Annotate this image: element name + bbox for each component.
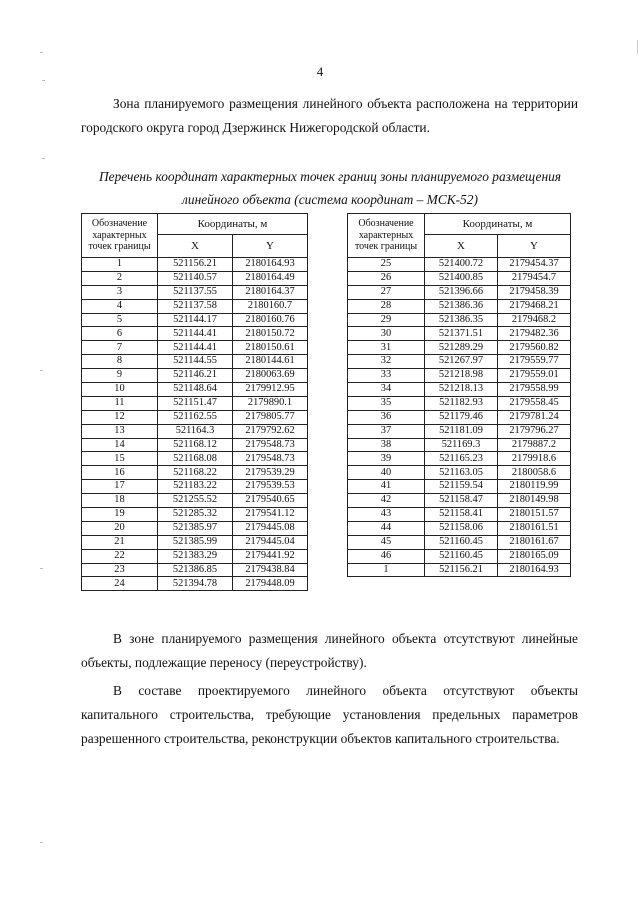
point-number: 36 (348, 410, 425, 424)
table-row (82, 396, 308, 410)
coord-x: 521160.45 (425, 535, 498, 549)
page-number: 4 (316, 64, 324, 79)
point-number: 33 (348, 369, 425, 383)
table-row (82, 285, 308, 299)
point-number: 8 (82, 355, 158, 369)
point-number: 37 (348, 424, 425, 438)
point-number: 41 (348, 480, 425, 494)
coord-x: 521140.57 (158, 271, 233, 285)
coord-y: 2179887.2 (498, 438, 571, 452)
scan-margin-mark (42, 158, 45, 159)
point-number: 30 (348, 327, 425, 341)
table-row (348, 369, 571, 383)
coord-x: 521385.97 (158, 521, 233, 535)
point-number: 20 (82, 521, 158, 535)
point-number: 12 (82, 410, 158, 424)
coord-y: 2179539.53 (233, 480, 308, 494)
header-x: X (425, 235, 498, 258)
coord-x: 521181.09 (425, 424, 498, 438)
table-row (348, 494, 571, 508)
table-row (348, 521, 571, 535)
table-row (348, 424, 571, 438)
point-number: 31 (348, 341, 425, 355)
point-number: 39 (348, 452, 425, 466)
coord-y: 2179805.77 (233, 410, 308, 424)
point-number: 42 (348, 494, 425, 508)
point-number: 9 (82, 369, 158, 383)
table-row (82, 369, 308, 383)
point-number: 11 (82, 396, 158, 410)
point-number: 2 (82, 271, 158, 285)
coord-x: 521267.97 (425, 355, 498, 369)
coord-y: 2179541.12 (233, 508, 308, 522)
point-number: 26 (348, 271, 425, 285)
table-row (82, 438, 308, 452)
scan-margin-mark (40, 52, 43, 53)
point-number: 18 (82, 494, 158, 508)
coord-y: 2180164.93 (233, 258, 308, 272)
point-number: 44 (348, 521, 425, 535)
coord-x: 521385.99 (158, 535, 233, 549)
coord-y: 2180150.61 (233, 341, 308, 355)
point-number: 6 (82, 327, 158, 341)
coord-y: 2179468.2 (498, 313, 571, 327)
coord-y: 2180119.99 (498, 480, 571, 494)
coord-x: 521400.85 (425, 271, 498, 285)
coord-x: 521168.22 (158, 466, 233, 480)
table-row (348, 410, 571, 424)
point-number: 38 (348, 438, 425, 452)
coord-x: 521371.51 (425, 327, 498, 341)
coord-x: 521383.29 (158, 549, 233, 563)
coord-y: 2179558.99 (498, 383, 571, 397)
coord-x: 521158.47 (425, 494, 498, 508)
coord-x: 521158.41 (425, 508, 498, 522)
header-coordinates: Координаты, м (158, 214, 308, 235)
table-row (82, 535, 308, 549)
coord-y: 2180160.76 (233, 313, 308, 327)
point-number: 5 (82, 313, 158, 327)
coord-x: 521158.06 (425, 521, 498, 535)
coord-y: 2180151.57 (498, 508, 571, 522)
point-number: 21 (82, 535, 158, 549)
table-row (82, 424, 308, 438)
table-row (348, 438, 571, 452)
point-number: 15 (82, 452, 158, 466)
point-number: 17 (82, 480, 158, 494)
coord-y: 2179781.24 (498, 410, 571, 424)
point-number: 19 (82, 508, 158, 522)
table-row (82, 563, 308, 577)
point-number: 46 (348, 549, 425, 563)
point-number: 10 (82, 383, 158, 397)
coord-y: 2179560.82 (498, 341, 571, 355)
intro-paragraph: Зона планируемого размещения линейного объекта расположена на территории городского округа город Дзержинск Нижегородской области. (81, 96, 578, 135)
coord-x: 521156.21 (425, 563, 498, 577)
coord-x: 521255.52 (158, 494, 233, 508)
point-number: 25 (348, 258, 425, 272)
coord-x: 521285.32 (158, 508, 233, 522)
coord-x: 521151.47 (158, 396, 233, 410)
coord-y: 2179559.01 (498, 369, 571, 383)
coord-x: 521144.55 (158, 355, 233, 369)
coord-y: 2180160.7 (233, 299, 308, 313)
caption-line-2: линейного объекта (система координат – МСК-52) (182, 192, 478, 207)
table-row (82, 299, 308, 313)
header-y: Y (233, 235, 308, 258)
point-number: 29 (348, 313, 425, 327)
scan-margin-mark (42, 80, 45, 81)
table-row (348, 258, 571, 272)
table-row (348, 563, 571, 577)
coord-x: 521144.17 (158, 313, 233, 327)
coord-y: 2179441.92 (233, 549, 308, 563)
coord-x: 521386.36 (425, 299, 498, 313)
table-row (82, 383, 308, 397)
coord-x: 521400.72 (425, 258, 498, 272)
coord-x: 521160.45 (425, 549, 498, 563)
point-number: 1 (348, 563, 425, 577)
coord-x: 521137.55 (158, 285, 233, 299)
coord-y: 2180164.49 (233, 271, 308, 285)
coord-x: 521182.93 (425, 396, 498, 410)
point-number: 27 (348, 285, 425, 299)
scan-margin-mark (40, 568, 43, 569)
table-row (348, 452, 571, 466)
coord-y: 2179548.73 (233, 438, 308, 452)
table-caption (70, 165, 590, 211)
coord-y: 2180161.51 (498, 521, 571, 535)
table-row (82, 341, 308, 355)
coord-y: 2180161.67 (498, 535, 571, 549)
coord-y: 2179558.45 (498, 396, 571, 410)
coord-y: 2180149.98 (498, 494, 571, 508)
coord-y: 2180164.37 (233, 285, 308, 299)
table-row (82, 521, 308, 535)
point-number: 32 (348, 355, 425, 369)
table-row (348, 508, 571, 522)
coord-x: 521394.78 (158, 577, 233, 591)
coord-x: 521159.54 (425, 480, 498, 494)
table-row (348, 327, 571, 341)
coord-x: 521218.13 (425, 383, 498, 397)
table-row (348, 480, 571, 494)
table-row (348, 383, 571, 397)
coord-x: 521386.85 (158, 563, 233, 577)
table-row (82, 508, 308, 522)
coord-y: 2179539.29 (233, 466, 308, 480)
table-row (348, 299, 571, 313)
coord-y: 2180144.61 (233, 355, 308, 369)
coord-x: 521162.55 (158, 410, 233, 424)
coord-x: 521165.23 (425, 452, 498, 466)
coord-x: 521144.41 (158, 327, 233, 341)
point-number: 45 (348, 535, 425, 549)
point-number: 13 (82, 424, 158, 438)
header-designation: Обозначение характерных точек границы (348, 214, 425, 258)
table-row (348, 466, 571, 480)
point-number: 4 (82, 299, 158, 313)
coord-y: 2179796.27 (498, 424, 571, 438)
coord-y: 2180165.09 (498, 549, 571, 563)
point-number: 28 (348, 299, 425, 313)
coord-x: 521156.21 (158, 258, 233, 272)
table-row (348, 549, 571, 563)
point-number: 34 (348, 383, 425, 397)
table-row (82, 271, 308, 285)
coord-y: 2180164.93 (498, 563, 571, 577)
coord-y: 2179454.7 (498, 271, 571, 285)
point-number: 7 (82, 341, 158, 355)
header-designation: Обозначение характерных точек границы (82, 214, 158, 258)
point-number: 23 (82, 563, 158, 577)
table-row (82, 480, 308, 494)
point-number: 1 (82, 258, 158, 272)
coord-x: 521148.64 (158, 383, 233, 397)
table-row (82, 258, 308, 272)
coord-y: 2179445.04 (233, 535, 308, 549)
coord-y: 2180150.72 (233, 327, 308, 341)
coord-y: 2179445.08 (233, 521, 308, 535)
table-row (82, 327, 308, 341)
coord-y: 2179559.77 (498, 355, 571, 369)
coord-y: 2179548.73 (233, 452, 308, 466)
coordinates-table-right (347, 213, 571, 577)
table-row (82, 494, 308, 508)
caption-line-1: Перечень координат характерных точек границ зоны планируемого размещения (98, 169, 562, 184)
point-number: 40 (348, 466, 425, 480)
scan-edge-mark (637, 40, 638, 54)
coord-x: 521179.46 (425, 410, 498, 424)
coord-y: 2179890.1 (233, 396, 308, 410)
point-number: 22 (82, 549, 158, 563)
coord-y: 2179468.21 (498, 299, 571, 313)
capital-construction-paragraph: В составе проектируемого линейного объекта отсутствуют объекты капитального строительства, требующие установления предельных параметров разрешенного строительства, реконструкции объектов капитального строительства. (81, 683, 578, 746)
coord-x: 521137.58 (158, 299, 233, 313)
coord-x: 521218.98 (425, 369, 498, 383)
point-number: 24 (82, 577, 158, 591)
coord-x: 521164.3 (158, 424, 233, 438)
point-number: 3 (82, 285, 158, 299)
relocation-paragraph: В зоне планируемого размещения линейного объекта отсутствуют линейные объекты, подлежащие переносу (переустройству). (81, 631, 578, 670)
header-x: X (158, 235, 233, 258)
table-row (82, 549, 308, 563)
table-row (348, 396, 571, 410)
table-row (82, 577, 308, 591)
coord-x: 521168.08 (158, 452, 233, 466)
coord-y: 2179918.6 (498, 452, 571, 466)
point-number: 16 (82, 466, 158, 480)
coord-x: 521146.21 (158, 369, 233, 383)
point-number: 43 (348, 508, 425, 522)
table-row (82, 355, 308, 369)
coord-x: 521168.12 (158, 438, 233, 452)
table-row (82, 313, 308, 327)
header-coordinates: Координаты, м (425, 214, 571, 235)
coord-y: 2179540.65 (233, 494, 308, 508)
coord-x: 521289.29 (425, 341, 498, 355)
coord-x: 521144.41 (158, 341, 233, 355)
table-row (82, 452, 308, 466)
coord-x: 521163.05 (425, 466, 498, 480)
table-row (348, 535, 571, 549)
coord-x: 521169.3 (425, 438, 498, 452)
point-number: 14 (82, 438, 158, 452)
coord-x: 521396.66 (425, 285, 498, 299)
table-row (348, 285, 571, 299)
table-row (348, 341, 571, 355)
coord-x: 521183.22 (158, 480, 233, 494)
coord-y: 2179792.62 (233, 424, 308, 438)
table-row (348, 271, 571, 285)
scan-margin-mark (40, 842, 43, 843)
coord-y: 2179458.39 (498, 285, 571, 299)
table-row (82, 410, 308, 424)
point-number: 35 (348, 396, 425, 410)
coordinates-table-left (81, 213, 308, 591)
table-row (348, 313, 571, 327)
coord-y: 2179448.09 (233, 577, 308, 591)
table-row (348, 355, 571, 369)
coord-y: 2179438.84 (233, 563, 308, 577)
header-y: Y (498, 235, 571, 258)
coord-y: 2180058.6 (498, 466, 571, 480)
coord-x: 521386.35 (425, 313, 498, 327)
table-row (82, 466, 308, 480)
scan-margin-mark (40, 370, 43, 371)
coord-y: 2179912.95 (233, 383, 308, 397)
coord-y: 2179454.37 (498, 258, 571, 272)
coord-y: 2179482.36 (498, 327, 571, 341)
coord-y: 2180063.69 (233, 369, 308, 383)
